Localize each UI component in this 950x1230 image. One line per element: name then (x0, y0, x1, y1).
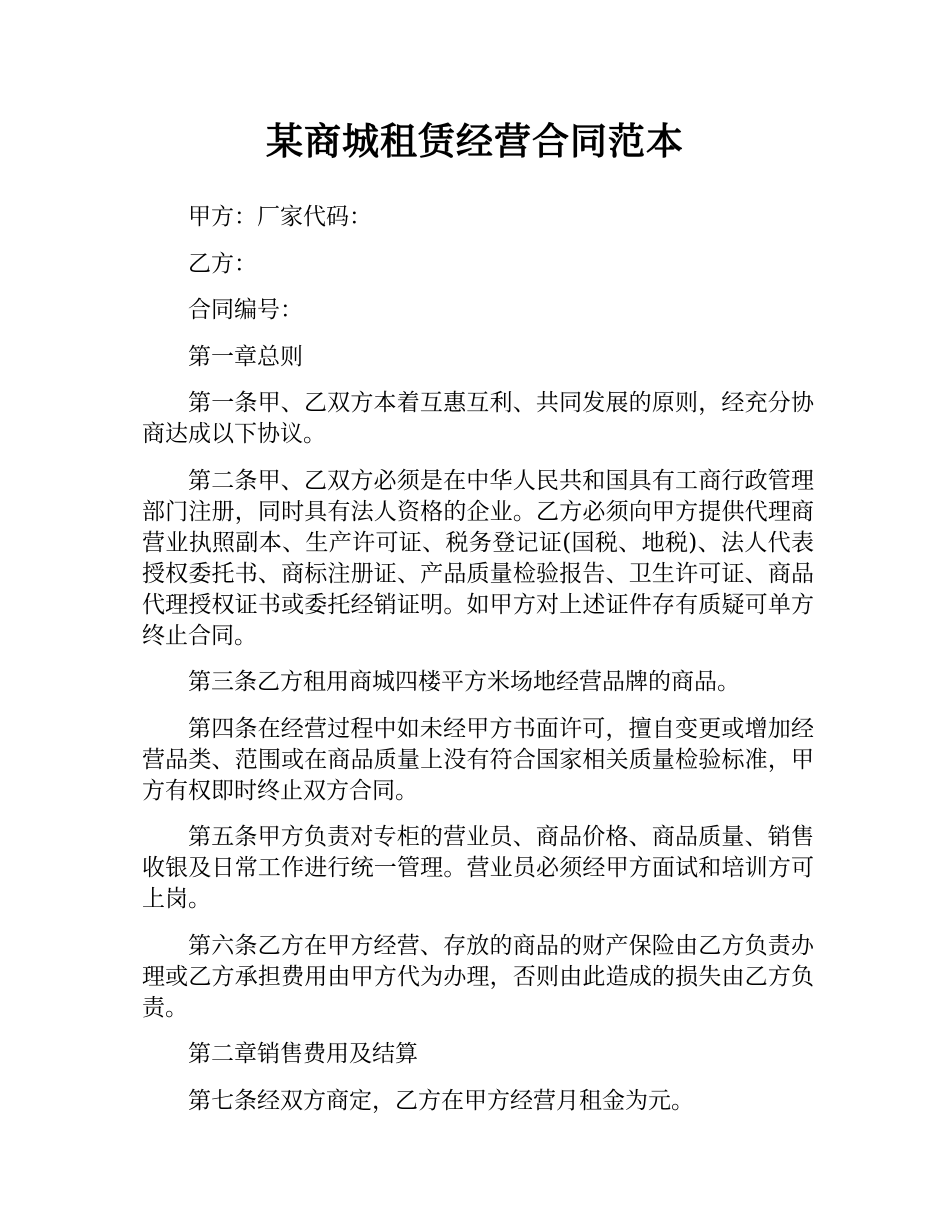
chapter-heading: 第一章总则 (188, 343, 303, 370)
article-paragraph: 第六条乙方在甲方经营、存放的商品的财产保险由乙方负责办理或乙方承担费用由甲方代为办理，否则由此造成的损失由乙方负责。 (142, 932, 814, 1021)
article-paragraph: 第四条在经营过程中如未经甲方书面许可，擅自变更或增加经营品类、范围或在商品质量上没有符合国家相关质量检验标准，甲方有权即时终止双方合同。 (142, 715, 814, 804)
contract-number-line: 合同编号： (188, 297, 303, 323)
article-paragraph: 第二条甲、乙双方必须是在中华人民共和国具有工商行政管理部门注册，同时具有法人资格的企业。乙方必须向甲方提供代理商营业执照副本、生产许可证、税务登记证(国税、地税)、法人代表授权委托书、商标注册证、产品质量检验报告、卫生许可证、商品代理授权证书或委托经销证明。如甲方对上述证件存有质疑可单方终止合同。 (142, 467, 814, 649)
party-a-line: 甲方：厂家代码： (188, 204, 372, 230)
article-paragraph: 第三条乙方租用商城四楼平方米场地经营品牌的商品。 (188, 669, 740, 695)
document-title: 某商城租赁经营合同范本 (266, 120, 684, 163)
party-b-line: 乙方： (188, 250, 257, 277)
article-paragraph: 第五条甲方负责对专柜的营业员、商品价格、商品质量、销售收银及日常工作进行统一管理。营业员必须经甲方面试和培训方可上岗。 (142, 824, 814, 912)
article-paragraph: 第七条经双方商定，乙方在甲方经营月租金为元。 (188, 1087, 694, 1114)
document-body (142, 202, 814, 1132)
chapter-heading: 第二章销售费用及结算 (188, 1041, 418, 1067)
article-paragraph: 第一条甲、乙双方本着互惠互利、共同发展的原则，经充分协商达成以下协议。 (142, 390, 814, 447)
